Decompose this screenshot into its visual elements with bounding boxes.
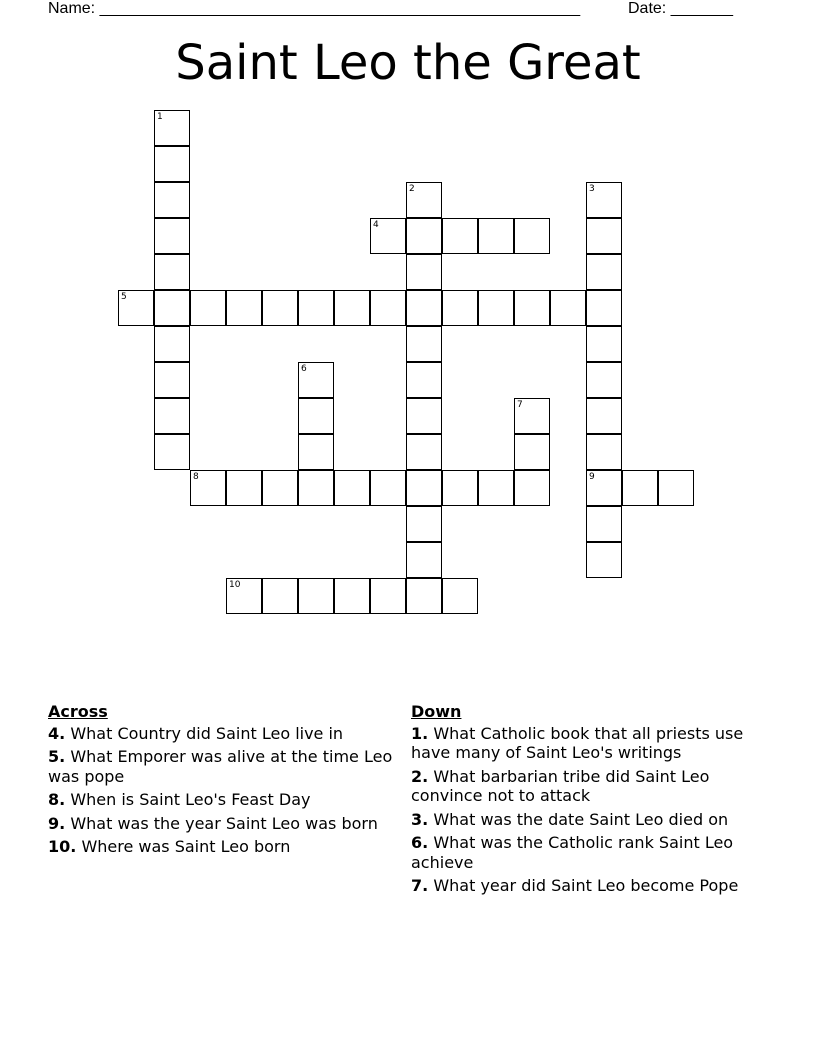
crossword-cell[interactable] [586, 506, 622, 542]
clue-number: 6. [411, 833, 429, 852]
clue-number-label: 5 [121, 292, 127, 302]
clue-text: What Country did Saint Leo live in [70, 723, 344, 743]
crossword-cell[interactable] [478, 218, 514, 254]
crossword-cell[interactable] [154, 218, 190, 254]
clue-number: 10. [48, 837, 77, 856]
clue-number: 8. [48, 790, 66, 809]
clue-text: What was the year Saint Leo was born [70, 813, 378, 833]
down-clues [411, 702, 756, 900]
clue-number-label: 2 [409, 184, 415, 194]
crossword-cell[interactable] [514, 218, 550, 254]
crossword-cell[interactable] [406, 434, 442, 470]
crossword-cell[interactable] [154, 434, 190, 470]
crossword-cell[interactable] [370, 218, 406, 254]
crossword-cell[interactable] [154, 110, 190, 146]
clue-number-label: 3 [589, 184, 595, 194]
crossword-cell[interactable] [442, 578, 478, 614]
clue-number: 3. [411, 809, 429, 829]
clue-number-label: 9 [589, 472, 595, 482]
crossword-cell[interactable] [298, 434, 334, 470]
crossword-cell[interactable] [190, 290, 226, 326]
clue-text: What Emporer was alive at the time Leo was pope [48, 747, 393, 786]
down-clue [411, 810, 756, 830]
clue-number: 1. [411, 723, 429, 743]
crossword-cell[interactable] [478, 290, 514, 326]
crossword-cell[interactable] [586, 326, 622, 362]
crossword-cell[interactable] [442, 470, 478, 506]
clue-text: What Catholic book that all priests use have many of Saint Leo's writings [411, 723, 744, 762]
crossword-cell[interactable] [406, 326, 442, 362]
page-title: Saint Leo the Great [175, 35, 641, 91]
crossword-cell[interactable] [406, 542, 442, 578]
crossword-cell[interactable] [586, 398, 622, 434]
date-field-label[interactable]: Date: _______ [628, 0, 733, 17]
crossword-cell[interactable] [154, 254, 190, 290]
crossword-cell[interactable] [658, 470, 694, 506]
across-clue [48, 837, 393, 857]
clue-number-label: 4 [373, 220, 379, 230]
clue-number: 9. [48, 813, 66, 833]
across-clue [48, 814, 393, 834]
crossword-cell[interactable] [334, 290, 370, 326]
crossword-cell[interactable] [406, 218, 442, 254]
crossword-cell[interactable] [406, 506, 442, 542]
across-clues [48, 702, 393, 861]
crossword-cell[interactable] [118, 290, 154, 326]
clue-number-label: 1 [157, 112, 163, 122]
crossword-cell[interactable] [406, 182, 442, 218]
crossword-cell[interactable] [442, 218, 478, 254]
crossword-cell[interactable] [586, 254, 622, 290]
crossword-cell[interactable] [442, 290, 478, 326]
crossword-cell[interactable] [154, 362, 190, 398]
crossword-cell[interactable] [586, 182, 622, 218]
crossword-cell[interactable] [298, 398, 334, 434]
crossword-cell[interactable] [586, 542, 622, 578]
crossword-cell[interactable] [406, 398, 442, 434]
clue-number: 2. [411, 766, 429, 786]
crossword-cell[interactable] [154, 290, 190, 326]
name-field-label[interactable]: Name: ______________________________________________________ [48, 0, 581, 17]
crossword-cell[interactable] [586, 470, 622, 506]
clue-text: What was the Catholic rank Saint Leo achieve [411, 833, 734, 872]
crossword-cell[interactable] [334, 578, 370, 614]
clue-number-label: 8 [193, 472, 199, 482]
crossword-cell[interactable] [586, 290, 622, 326]
crossword-cell[interactable] [154, 146, 190, 182]
down-clue [411, 876, 756, 896]
crossword-cell[interactable] [514, 398, 550, 434]
clue-number-label: 10 [229, 580, 241, 590]
down-clue [411, 833, 756, 872]
crossword-cell[interactable] [478, 470, 514, 506]
crossword-cell[interactable] [334, 470, 370, 506]
crossword-cell[interactable] [370, 578, 406, 614]
crossword-cell[interactable] [298, 578, 334, 614]
crossword-cell[interactable] [262, 290, 298, 326]
crossword-cell[interactable] [514, 290, 550, 326]
crossword-cell[interactable] [406, 290, 442, 326]
down-heading: Down [411, 702, 462, 721]
crossword-cell[interactable] [226, 470, 262, 506]
crossword-cell[interactable] [514, 470, 550, 506]
crossword-cell[interactable] [298, 470, 334, 506]
crossword-cell[interactable] [406, 254, 442, 290]
crossword-cell[interactable] [154, 398, 190, 434]
crossword-cell[interactable] [514, 434, 550, 470]
clue-number: 5. [48, 747, 66, 766]
down-clue [411, 767, 756, 806]
crossword-cell[interactable] [370, 290, 406, 326]
crossword-cell[interactable] [298, 362, 334, 398]
clue-number: 4. [48, 723, 66, 743]
clue-number-label: 6 [301, 364, 307, 374]
crossword-cell[interactable] [226, 290, 262, 326]
crossword-cell[interactable] [586, 434, 622, 470]
clue-text: What barbarian tribe did Saint Leo convince not to attack [411, 766, 710, 805]
crossword-cell[interactable] [586, 362, 622, 398]
clue-text: Where was Saint Leo born [81, 837, 291, 856]
down-clue [411, 724, 756, 763]
clue-number-label: 7 [517, 400, 523, 410]
across-clue [48, 790, 393, 810]
across-heading: Across [48, 702, 108, 721]
clue-text: When is Saint Leo's Feast Day [70, 790, 311, 809]
crossword-cell[interactable] [406, 578, 442, 614]
across-clue [48, 747, 393, 786]
crossword-cell[interactable] [406, 470, 442, 506]
crossword-cell[interactable] [298, 290, 334, 326]
across-clue [48, 724, 393, 744]
clue-number: 7. [411, 876, 429, 895]
crossword-cell[interactable] [370, 470, 406, 506]
crossword-cell[interactable] [622, 470, 658, 506]
crossword-cell[interactable] [154, 326, 190, 362]
crossword-cell[interactable] [586, 218, 622, 254]
crossword-cell[interactable] [190, 470, 226, 506]
clue-text: What was the date Saint Leo died on [433, 809, 729, 829]
crossword-cell[interactable] [262, 470, 298, 506]
clue-text: What year did Saint Leo become Pope [433, 876, 739, 895]
crossword-cell[interactable] [406, 362, 442, 398]
crossword-cell[interactable] [262, 578, 298, 614]
crossword-cell[interactable] [154, 182, 190, 218]
crossword-cell[interactable] [550, 290, 586, 326]
crossword-cell[interactable] [226, 578, 262, 614]
